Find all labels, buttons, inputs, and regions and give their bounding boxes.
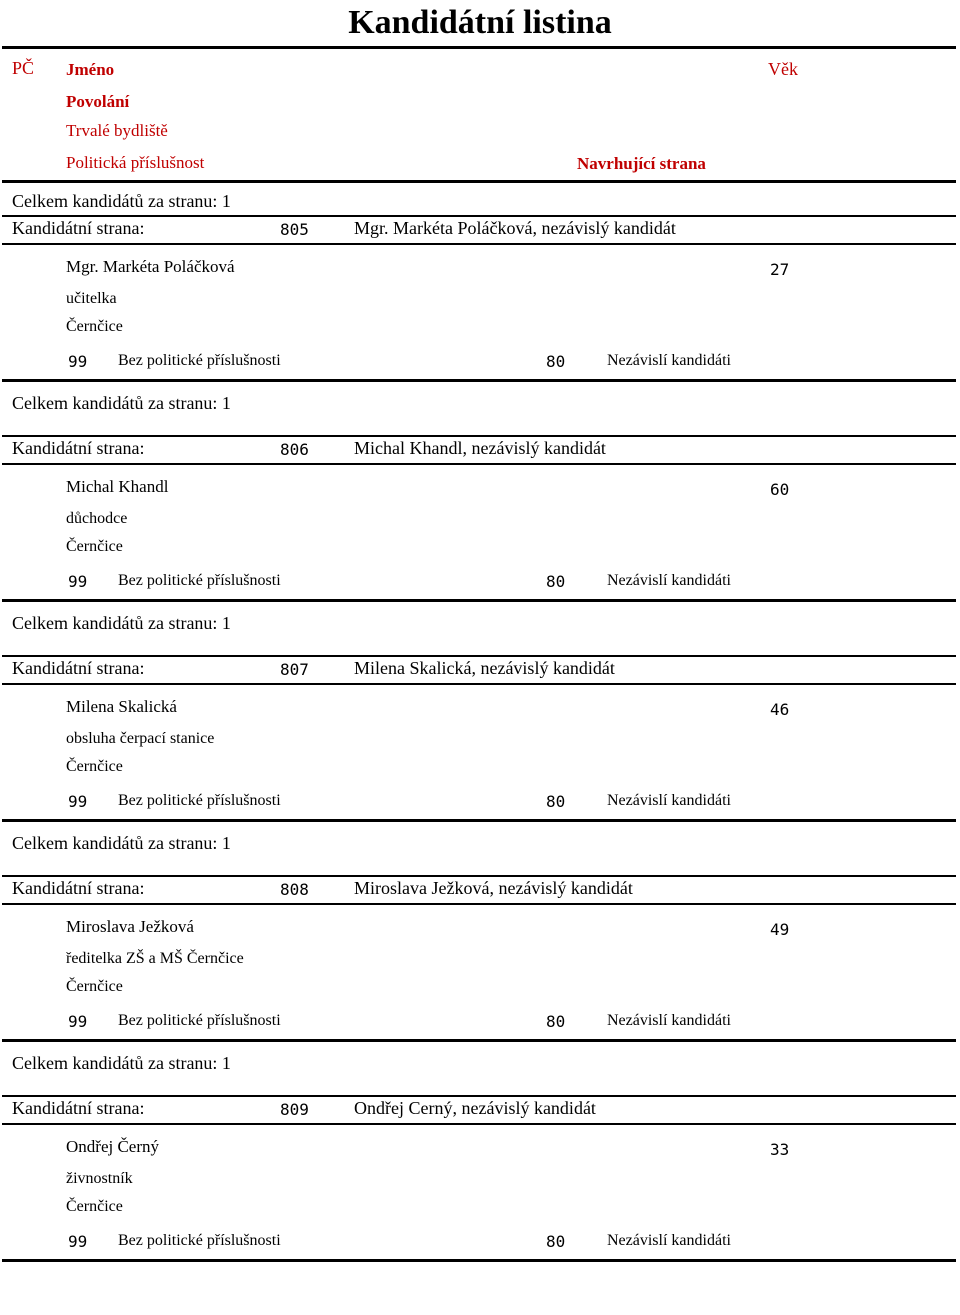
candidate-name: Ondřej Černý bbox=[66, 1137, 160, 1156]
party-number: 805 bbox=[280, 220, 309, 239]
affiliation-code: 99 bbox=[68, 572, 88, 591]
header-prislusnost: Politická příslušnost bbox=[66, 153, 205, 172]
proposer-code: 80 bbox=[546, 1232, 566, 1251]
party-name-divider bbox=[2, 903, 956, 905]
candidate-residence: Černčice bbox=[66, 978, 123, 995]
party-total: Celkem kandidátů za stranu: 1 bbox=[12, 833, 231, 853]
proposer-code: 80 bbox=[546, 572, 566, 591]
party-label: Kandidátní strana: bbox=[12, 218, 145, 238]
party-number: 809 bbox=[280, 1100, 309, 1119]
candidate-divider bbox=[2, 1039, 956, 1042]
candidate-divider bbox=[2, 819, 956, 822]
party-total: Celkem kandidátů za stranu: 1 bbox=[12, 1053, 231, 1073]
party-number: 806 bbox=[280, 440, 309, 459]
proposer: Nezávislí kandidáti bbox=[607, 792, 731, 809]
header-vek: Věk bbox=[768, 59, 798, 79]
candidate-occupation: učitelka bbox=[66, 290, 117, 307]
party-block bbox=[0, 215, 960, 435]
affiliation: Bez politické příslušnosti bbox=[118, 572, 281, 589]
candidate-residence: Černčice bbox=[66, 1198, 123, 1215]
party-label: Kandidátní strana: bbox=[12, 438, 145, 458]
affiliation: Bez politické příslušnosti bbox=[118, 792, 281, 809]
party-name-divider bbox=[2, 683, 956, 685]
candidate-age: 49 bbox=[770, 920, 790, 939]
candidate-residence: Černčice bbox=[66, 538, 123, 555]
total-count: Celkem kandidátů za stranu: 1 bbox=[12, 191, 231, 211]
candidate-residence: Černčice bbox=[66, 758, 123, 775]
header-bydliste: Trvalé bydliště bbox=[66, 121, 168, 140]
party-name: Mgr. Markéta Poláčková, nezávislý kandidát bbox=[354, 218, 676, 238]
affiliation-code: 99 bbox=[68, 352, 88, 371]
party-block bbox=[0, 1095, 960, 1315]
title-divider bbox=[2, 46, 956, 49]
party-top-divider bbox=[2, 1095, 956, 1097]
party-top-divider bbox=[2, 655, 956, 657]
page-title: Kandidátní listina bbox=[348, 4, 612, 41]
proposer: Nezávislí kandidáti bbox=[607, 572, 731, 589]
affiliation: Bez politické příslušnosti bbox=[118, 1012, 281, 1029]
candidate-name: Miroslava Ježková bbox=[66, 917, 194, 936]
affiliation-code: 99 bbox=[68, 1012, 88, 1031]
party-name-divider bbox=[2, 243, 956, 245]
affiliation: Bez politické příslušnosti bbox=[118, 1232, 281, 1249]
party-name: Ondřej Cerný, nezávislý kandidát bbox=[354, 1098, 596, 1118]
party-name: Miroslava Ježková, nezávislý kandidát bbox=[354, 878, 633, 898]
header-divider bbox=[2, 180, 956, 183]
header-povolani: Povolání bbox=[66, 92, 130, 111]
affiliation-code: 99 bbox=[68, 792, 88, 811]
party-number: 807 bbox=[280, 660, 309, 679]
candidate-divider bbox=[2, 379, 956, 382]
party-label: Kandidátní strana: bbox=[12, 658, 145, 678]
party-total: Celkem kandidátů za stranu: 1 bbox=[12, 393, 231, 413]
party-top-divider bbox=[2, 875, 956, 877]
candidate-name: Michal Khandl bbox=[66, 477, 169, 496]
candidate-occupation: živnostník bbox=[66, 1170, 133, 1187]
candidate-residence: Černčice bbox=[66, 318, 123, 335]
party-name-divider bbox=[2, 1123, 956, 1125]
candidate-age: 46 bbox=[770, 700, 790, 719]
party-number: 808 bbox=[280, 880, 309, 899]
header-jmeno: Jméno bbox=[66, 60, 115, 79]
candidate-name: Milena Skalická bbox=[66, 697, 177, 716]
affiliation: Bez politické příslušnosti bbox=[118, 352, 281, 369]
party-top-divider bbox=[2, 435, 956, 437]
proposer-code: 80 bbox=[546, 1012, 566, 1031]
party-top-divider bbox=[2, 215, 956, 217]
candidate-age: 33 bbox=[770, 1140, 790, 1159]
candidate-occupation: důchodce bbox=[66, 510, 128, 527]
candidate-divider bbox=[2, 599, 956, 602]
header-navrhujici: Navrhující strana bbox=[577, 154, 706, 173]
candidate-divider bbox=[2, 1259, 956, 1262]
party-name: Milena Skalická, nezávislý kandidát bbox=[354, 658, 615, 678]
proposer: Nezávislí kandidáti bbox=[607, 352, 731, 369]
candidate-age: 60 bbox=[770, 480, 790, 499]
proposer: Nezávislí kandidáti bbox=[607, 1012, 731, 1029]
affiliation-code: 99 bbox=[68, 1232, 88, 1251]
party-block bbox=[0, 875, 960, 1095]
header-pc: PČ bbox=[12, 58, 35, 78]
party-block bbox=[0, 655, 960, 875]
party-label: Kandidátní strana: bbox=[12, 1098, 145, 1118]
proposer: Nezávislí kandidáti bbox=[607, 1232, 731, 1249]
candidate-age: 27 bbox=[770, 260, 790, 279]
proposer-code: 80 bbox=[546, 792, 566, 811]
party-block bbox=[0, 435, 960, 655]
party-name-divider bbox=[2, 463, 956, 465]
candidate-occupation: ředitelka ZŠ a MŠ Černčice bbox=[66, 950, 244, 967]
candidate-name: Mgr. Markéta Poláčková bbox=[66, 257, 235, 276]
candidate-occupation: obsluha čerpací stanice bbox=[66, 730, 215, 747]
party-total: Celkem kandidátů za stranu: 1 bbox=[12, 613, 231, 633]
party-name: Michal Khandl, nezávislý kandidát bbox=[354, 438, 606, 458]
party-label: Kandidátní strana: bbox=[12, 878, 145, 898]
proposer-code: 80 bbox=[546, 352, 566, 371]
